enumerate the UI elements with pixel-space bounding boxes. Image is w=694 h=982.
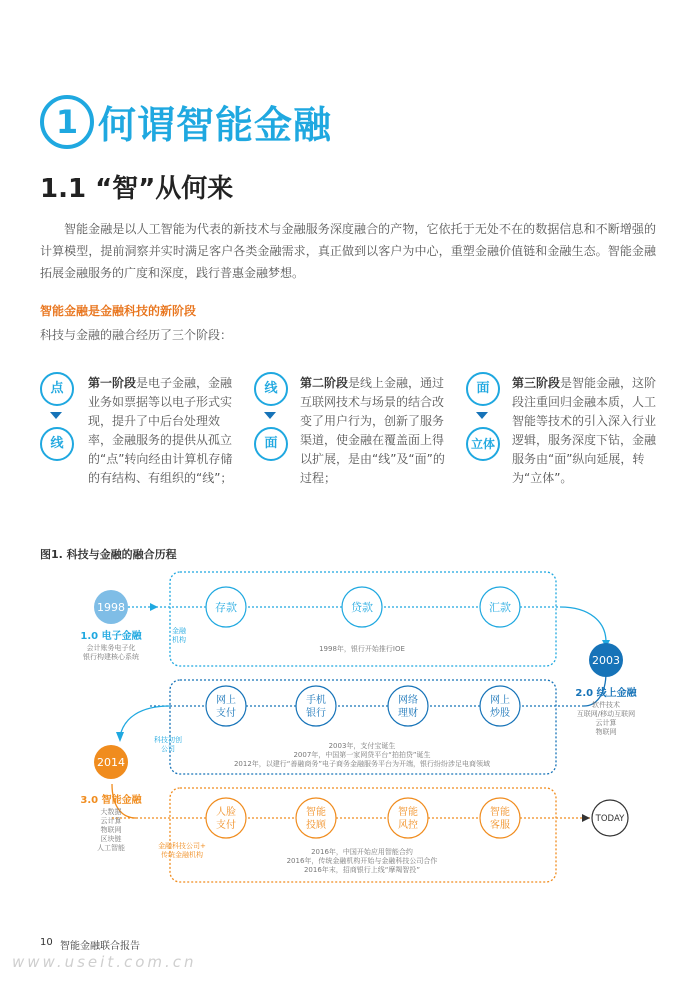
stage-1-top-circle: 点 xyxy=(40,372,74,406)
stage-1-line: 会计账务电子化 xyxy=(86,644,136,652)
stage-2-label: 第二阶段 xyxy=(300,376,349,390)
row-3-item-circle xyxy=(296,798,336,838)
stage-3-line: 人工智能 xyxy=(97,844,125,852)
chapter-title: 何谓智能金融 xyxy=(98,103,333,147)
row-2-note: 2012年，以建行“善融商务”电子商务金融服务平台为开端，银行纷纷涉足电商领域 xyxy=(233,760,491,768)
year-1998-label: 1998 xyxy=(97,601,125,614)
row-3-item-label: 支付 xyxy=(216,820,236,831)
stage-3-text: 是智能金融，这阶段注重回归金融本质，人工智能等技术的引入深入行业逻辑，服务深度下钻，金融服务由“面”纵向延展，转为“立体”。 xyxy=(512,376,657,485)
row-1-side-label: 金融 xyxy=(172,627,186,635)
stage-3-line: 区块链 xyxy=(100,835,122,843)
row-2-item-label: 网络 xyxy=(398,695,418,706)
year-2003-label: 2003 xyxy=(592,654,620,667)
row-3-note: 2016年，中国开始应用智能合约 xyxy=(311,848,413,856)
stage-1-label: 第一阶段 xyxy=(88,376,137,390)
row-3-item-label: 智能 xyxy=(398,807,418,818)
stage-3-line: 物联网 xyxy=(100,826,122,834)
row-3-note: 2016年，传统金融机构开始与金融科技公司合作 xyxy=(286,857,438,865)
stage-2-line: 软件技术 xyxy=(592,701,620,709)
chapter-number-badge: 1 xyxy=(40,95,94,149)
row-2-item-label: 支付 xyxy=(216,708,236,719)
row-2-item-label: 炒股 xyxy=(490,708,510,719)
stage-3-icons xyxy=(466,372,500,461)
fintech-timeline-diagram xyxy=(0,560,694,900)
row-2-item-label: 网上 xyxy=(490,695,510,706)
section-title: 1.1 “智”从何来 xyxy=(40,174,234,204)
row-1-item-label: 汇款 xyxy=(489,601,511,614)
row-3-item-label: 智能 xyxy=(490,807,510,818)
stage-3-title: 3.0 智能金融 xyxy=(80,795,142,806)
stage-3-bottom-circle: 立体 xyxy=(466,427,500,461)
stage-2-text: 是线上金融，通过互联网技术与场景的结合改变了用户行为，创新了服务渠道，使金融在覆盖面上得以扩展，是由“线”及“面”的过程； xyxy=(300,376,445,485)
footer-title: 智能金融联合报告 xyxy=(60,941,140,952)
row-2-side-label: 科技初创 xyxy=(154,736,182,744)
row-1-item-label: 存款 xyxy=(215,601,237,614)
stage-1-bottom-circle: 线 xyxy=(40,427,74,461)
row-3-side-label: 金融科技公司+ xyxy=(158,842,206,850)
row-2-note: 2003年，支付宝诞生 xyxy=(328,742,396,750)
arrow-down-icon xyxy=(116,732,124,742)
row-3-item-label: 客服 xyxy=(490,820,510,831)
row-2-item-circle xyxy=(206,686,246,726)
stage-2-line: 云计算 xyxy=(595,719,617,727)
stage-3-line: 大数据 xyxy=(100,808,122,816)
intro-paragraph: 智能金融是以人工智能为代表的新技术与金融服务深度融合的产物，它依托于无处不在的数据信息和不断增强的计算模型，提前洞察并实时满足客户各类金融需求，真正做到以客户为中心，重塑金融价值链和金融生态。智能金融拓展金融服务的广度和深度，践行普惠金融梦想。 xyxy=(40,222,656,280)
today-label: TODAY xyxy=(595,814,625,824)
row-3-item-label: 智能 xyxy=(306,807,326,818)
stage-1-description xyxy=(88,374,236,488)
stage-3-line: 云计算 xyxy=(100,817,122,825)
figure-title: 图1. 科技与金融的融合历程 xyxy=(40,548,177,561)
row-2-item-label: 网上 xyxy=(216,695,236,706)
row-3-item-label: 投顾 xyxy=(306,820,326,831)
stage-2-bottom-circle: 面 xyxy=(254,427,288,461)
stage-3-description xyxy=(512,374,660,488)
arrow-right-icon xyxy=(150,603,158,611)
row-3-note: 2016年末，招商银行上线“摩羯智投” xyxy=(303,866,421,874)
row-3-item-circle xyxy=(480,798,520,838)
chevron-down-icon xyxy=(50,412,62,419)
row-2-curve-left xyxy=(120,706,170,736)
row-2-item-circle xyxy=(388,686,428,726)
row-2-note: 2007年，中国第一家网贷平台“拍拍贷”诞生 xyxy=(293,751,431,759)
row-1-curve xyxy=(560,607,606,642)
chevron-down-icon xyxy=(264,412,276,419)
watermark: www.useit.com.cn xyxy=(12,953,197,971)
stage-3-label: 第三阶段 xyxy=(512,376,561,390)
stage-3-top-circle: 面 xyxy=(466,372,500,406)
row-2-item-label: 银行 xyxy=(306,708,326,719)
row-2-item-label: 理财 xyxy=(398,708,418,719)
row-2-item-circle xyxy=(296,686,336,726)
stage-2-icons xyxy=(254,372,288,461)
row-3-item-circle xyxy=(206,798,246,838)
subheading-text: 科技与金融的融合经历了三个阶段： xyxy=(40,328,233,342)
stage-1-text: 是电子金融，金融业务如票据等以电子形式实现，提升了中后台处理效率，金融服务的提供从孤立的“点”转向经由计算机存储的有结构、有组织的“线”； xyxy=(88,376,233,485)
stage-2-line: 物联网 xyxy=(595,728,617,736)
stage-1-line: 银行构建核心系统 xyxy=(83,653,139,661)
stage-2-title: 2.0 线上金融 xyxy=(575,688,637,699)
stage-1-icons xyxy=(40,372,74,461)
chevron-down-icon xyxy=(476,412,488,419)
stage-2-top-circle: 线 xyxy=(254,372,288,406)
arrow-right-icon xyxy=(582,814,590,822)
stage-2-description xyxy=(300,374,448,488)
row-3-item-label: 风控 xyxy=(398,820,418,831)
row-2-item-label: 手机 xyxy=(306,695,326,706)
row-3-item-circle xyxy=(388,798,428,838)
stage-1-title: 1.0 电子金融 xyxy=(80,631,142,642)
row-3-side-label: 传统金融机构 xyxy=(161,851,203,859)
row-1-side-label: 机构 xyxy=(172,636,186,644)
row-1-note: 1998年，银行开始推行IOE xyxy=(319,645,405,653)
subheading: 智能金融是金融科技的新阶段 xyxy=(40,304,197,318)
year-2014-label: 2014 xyxy=(97,756,125,769)
page-number: 10 xyxy=(40,937,53,948)
stage-2-line: 互联网/移动互联网 xyxy=(576,710,636,718)
row-3-item-label: 人脸 xyxy=(216,807,236,818)
row-2-item-circle xyxy=(480,686,520,726)
row-1-item-label: 贷款 xyxy=(351,601,373,614)
row-2-side-label: 公司 xyxy=(161,745,175,753)
